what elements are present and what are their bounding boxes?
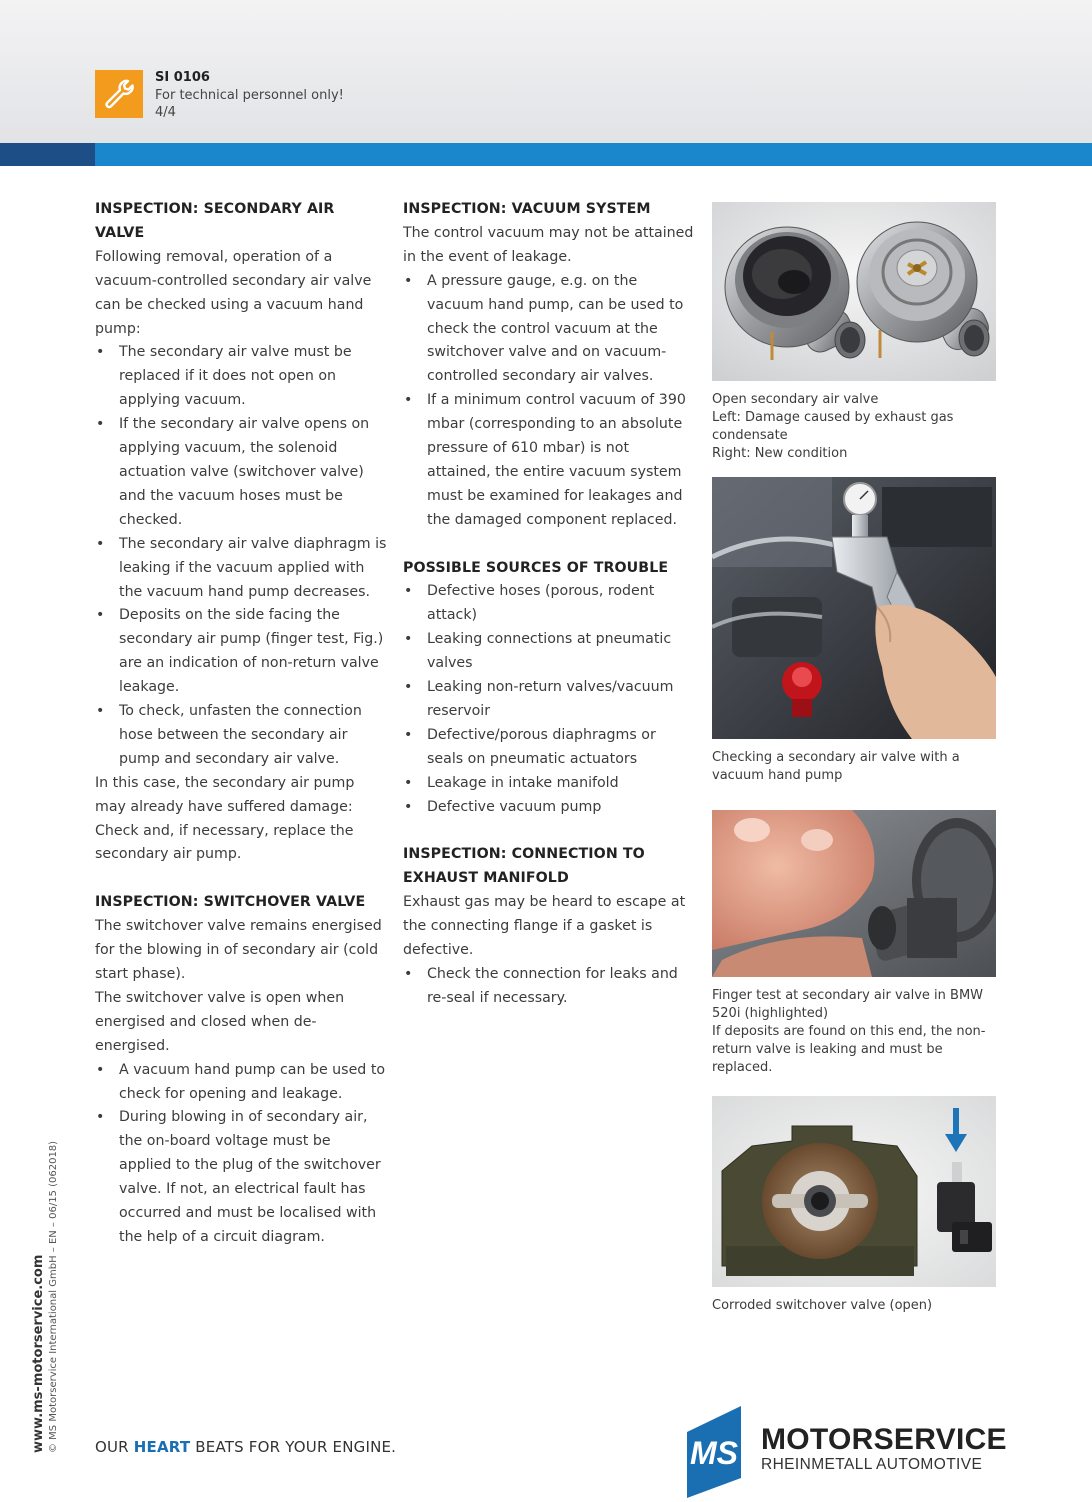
page-number: 4/4 <box>155 105 176 120</box>
document-code: SI 0106 <box>155 70 210 85</box>
caption-line: Left: Damage caused by exhaust gas condensate <box>712 410 954 443</box>
heading-line: EXHAUST MANIFOLD <box>403 870 569 887</box>
slogan-text: OUR <box>95 1438 134 1456</box>
copyright-notice: © MS Motorservice International GmbH – EN – 06/15 (062018) <box>48 1140 59 1453</box>
list-item: • Check the connection for leaks and re-seal if necessary. <box>403 963 695 1011</box>
slogan-text: BEATS FOR YOUR ENGINE. <box>190 1438 397 1456</box>
paragraph: In this case, the secondary air pump may already have suffered damage: Check and, if necessary, replace the secondary air pump. <box>95 774 355 863</box>
list-item: • The secondary air valve diaphragm is leaking if the vacuum applied with the vacuum hand pump decreases. <box>95 533 387 605</box>
text-column-1 <box>95 198 387 1250</box>
bullet-list <box>403 963 695 1011</box>
heading-line: INSPECTION: CONNECTION TO <box>403 846 645 863</box>
list-item: • To check, unfasten the connection hose between the secondary air pump and secondary air valve. <box>95 700 387 772</box>
website-url[interactable]: www.ms-motorservice.com <box>31 1254 46 1453</box>
caption-line: Finger test at secondary air valve in BMW 520i (highlighted) <box>712 988 984 1021</box>
bullet-list <box>95 1059 387 1250</box>
section-heading <box>403 843 695 891</box>
list-item: • A vacuum hand pump can be used to check for opening and leakage. <box>95 1059 387 1107</box>
list-item: • Leaking connections at pneumatic valves <box>403 628 695 676</box>
section-heading: INSPECTION: VACUUM SYSTEM <box>403 201 651 217</box>
photo-vacuum-hand-pump <box>712 477 996 739</box>
section-heading: INSPECTION: SECONDARY AIR VALVE <box>95 201 335 241</box>
ms-logo-icon <box>683 1402 745 1498</box>
paragraph: The switchover valve is open when energised and closed when de-energised. <box>95 989 345 1054</box>
figure-caption-2 <box>712 749 996 785</box>
paragraph: Exhaust gas may be heard to escape at the connecting flange if a gasket is defective. <box>403 894 686 959</box>
paragraph: The control vacuum may not be attained in the event of leakage. <box>403 224 694 265</box>
bullet-list <box>403 580 695 819</box>
photo-finger-test <box>712 810 996 977</box>
brand-subtitle: RHEINMETALL AUTOMOTIVE <box>761 1456 983 1473</box>
slogan-highlight: HEART <box>133 1438 191 1456</box>
list-item: • Leaking non-return valves/vacuum reservoir <box>403 676 695 724</box>
photo-secondary-air-valves <box>712 202 996 381</box>
list-item: • The secondary air valve must be replaced if it does not open on applying vacuum. <box>95 341 387 413</box>
figure-caption-4 <box>712 1297 996 1315</box>
logo-letters: MS <box>690 1435 738 1471</box>
section-heading: INSPECTION: SWITCHOVER VALVE <box>95 894 366 911</box>
list-item: • Defective/porous diaphragms or seals on pneumatic actuators <box>403 724 695 772</box>
header-bar-dark <box>0 143 95 166</box>
list-item: • Leakage in intake manifold <box>403 772 695 796</box>
bullet-list <box>95 341 387 771</box>
paragraph: The switchover valve remains energised for the blowing in of secondary air (cold start phase). <box>95 918 382 982</box>
caption-line: Right: New condition <box>712 446 848 461</box>
list-item: • Defective hoses (porous, rodent attack) <box>403 580 695 628</box>
section-heading: POSSIBLE SOURCES OF TROUBLE <box>403 559 669 576</box>
list-item: • A pressure gauge, e.g. on the vacuum hand pump, can be used to check the control vacuum at the switchover valve and on vacuum-controlled secondary air valves. <box>403 270 695 390</box>
list-item: • Defective vacuum pump <box>403 796 695 820</box>
header-bar-light <box>95 143 1092 166</box>
caption-line: If deposits are found on this end, the non-return valve is leaking and must be replaced. <box>712 1024 986 1075</box>
caption-line: Open secondary air valve <box>712 392 879 407</box>
brand-wordmark <box>761 1424 1007 1474</box>
header-text <box>155 69 344 122</box>
slogan <box>95 1438 396 1456</box>
document-audience: For technical personnel only! <box>155 87 344 103</box>
list-item: • During blowing in of secondary air, the on-board voltage must be applied to the plug of the switchover valve. If not, an electrical fault has occurred and must be localised with the help of a circuit diagram. <box>95 1106 387 1249</box>
text-column-2 <box>403 198 695 1011</box>
photo-corroded-switchover-valve <box>712 1096 996 1287</box>
figure-caption-1 <box>712 391 996 463</box>
paragraph: Following removal, operation of a vacuum-controlled secondary air valve can be checked using a vacuum hand pump: <box>95 248 372 337</box>
caption-line: Checking a secondary air valve with a vacuum hand pump <box>712 750 960 783</box>
list-item: • If a minimum control vacuum of 390 mbar (corresponding to an absolute pressure of 610 mbar) is not attained, the entire vacuum system must be examined for leakages and the damaged component replaced. <box>403 389 695 532</box>
brand-name: MOTORSERVICE <box>761 1423 1007 1456</box>
figure-caption-3 <box>712 987 996 1077</box>
list-item: • If the secondary air valve opens on applying vacuum, the solenoid actuation valve (switchover valve) and the vacuum hoses must be checked. <box>95 413 387 533</box>
wrench-icon <box>95 70 143 118</box>
list-item: • Deposits on the side facing the secondary air pump (finger test, Fig.) are an indication of non-return valve leakage. <box>95 604 387 700</box>
caption-line: Corroded switchover valve (open) <box>712 1298 933 1313</box>
bullet-list <box>403 270 695 533</box>
